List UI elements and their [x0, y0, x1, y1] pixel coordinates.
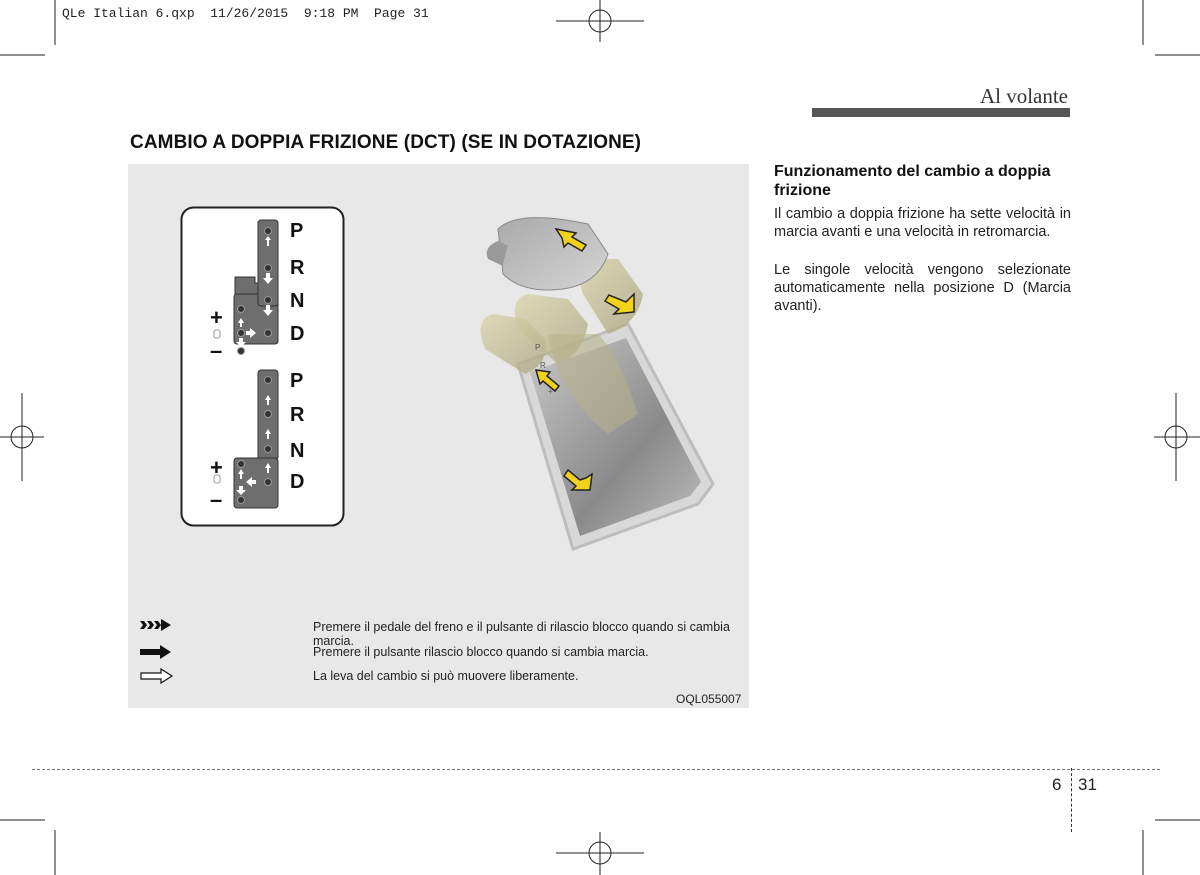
gate-upper-d: D — [290, 323, 305, 345]
page-number-divider — [1071, 768, 1072, 832]
outline-arrow-icon — [140, 668, 176, 684]
svg-text:R: R — [540, 361, 546, 370]
paragraph-auto-select: Le singole velocità vengono selezionate automaticamente nella posizione D (Marcia avanti). — [774, 262, 1071, 314]
footer-rule — [32, 769, 1160, 770]
solid-arrow-icon — [140, 644, 176, 660]
section-title: CAMBIO A DOPPIA FRIZIONE (DCT) (SE IN DOTAZIONE) — [130, 132, 642, 153]
gate-upper-r: R — [290, 257, 305, 279]
figure-code: OQL055007 — [676, 692, 742, 706]
gate-lower-n: N — [290, 440, 305, 462]
svg-text:+: + — [548, 387, 553, 396]
gate-upper-minus: – — [210, 338, 223, 363]
page-number: 31 — [1078, 775, 1097, 794]
legend-item-release-button: Premere il pulsante rilascio blocco quando si cambia marcia. — [313, 645, 649, 659]
figure-panel — [128, 164, 749, 708]
shift-gate-diagram — [180, 206, 346, 528]
gate-upper-p: P — [290, 220, 304, 242]
header-bar — [812, 108, 1070, 117]
gate-lower-plus: + — [210, 455, 223, 480]
gate-lower-minus: – — [210, 487, 223, 512]
gate-lower-r: R — [290, 404, 305, 426]
section-number: 6 — [1052, 775, 1062, 794]
gate-lower-d: D — [290, 471, 305, 493]
svg-text:P: P — [535, 343, 541, 352]
paragraph-gears: Il cambio a doppia frizione ha sette velocità in marcia avanti e una velocità in retromarcia. — [774, 206, 1071, 240]
print-slug: QLe Italian 6.qxp 11/26/2015 9:18 PM Page 31 — [62, 6, 429, 21]
gate-lower-p: P — [290, 370, 304, 392]
gear-lever-illustration — [458, 214, 728, 559]
gate-upper-plus: + — [210, 305, 223, 330]
subsection-heading: Funzionamento del cambio a doppia frizione — [774, 163, 1051, 199]
gate-upper-n: N — [290, 290, 305, 312]
legend-item-brake: Premere il pedale del freno e il pulsante di rilascio blocco quando si cambia marcia. — [313, 620, 730, 648]
hatched-arrow-icon — [140, 617, 176, 633]
running-header: Al volante — [979, 84, 1068, 108]
legend-item-free-move: La leva del cambio si può muovere liberamente. — [313, 669, 579, 683]
